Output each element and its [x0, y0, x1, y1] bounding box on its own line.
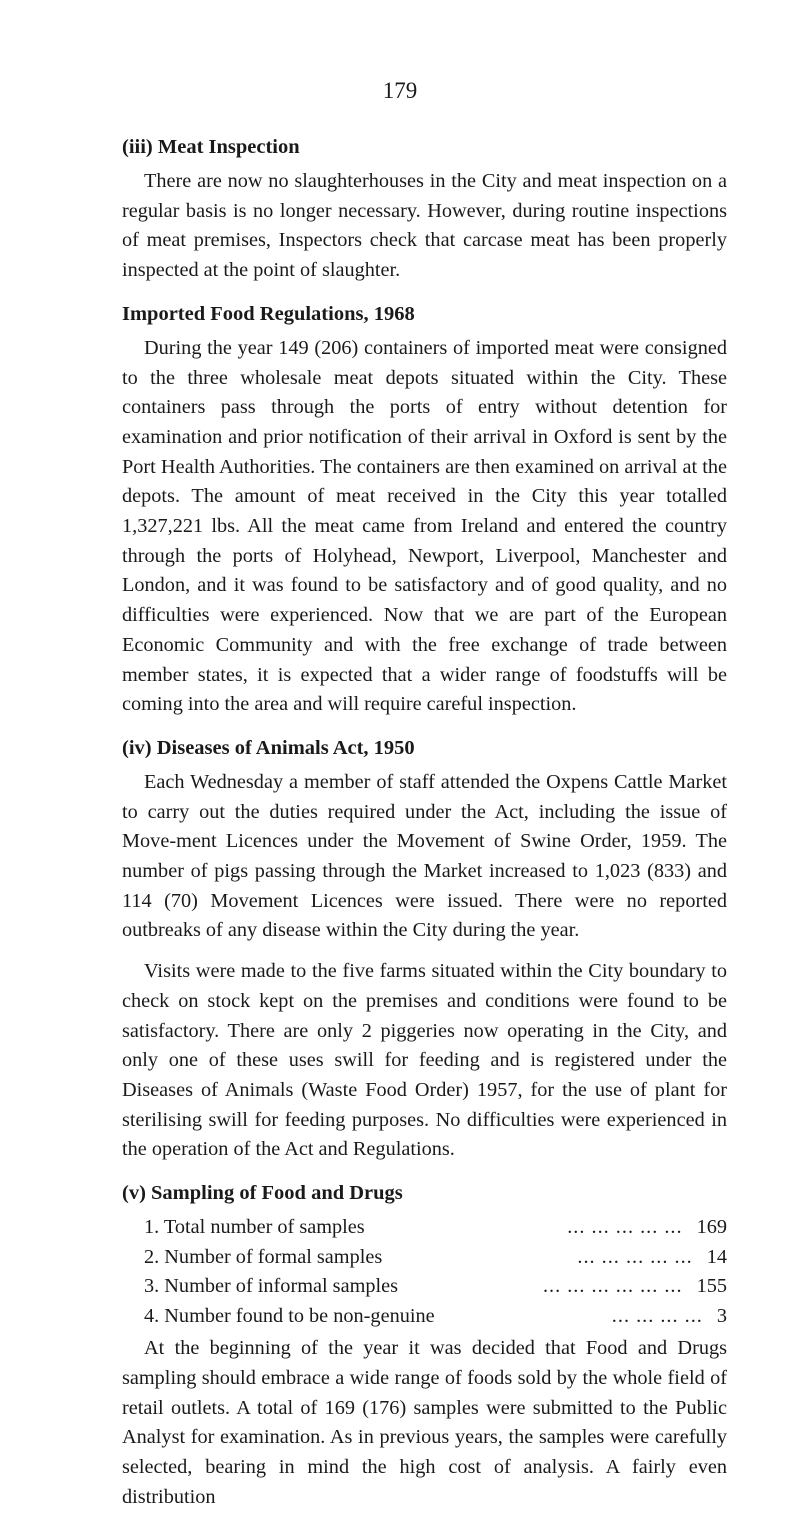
stat-label: 1. Total number of samples — [144, 1216, 365, 1239]
section-diseases-of-animals — [122, 733, 727, 1165]
paragraph: There are now no slaughterhouses in the City and meat inspection on a regular basis is no longer necessary. However, during routine inspections of meat premises, Inspectors check that carcase meat has been properly inspected at the point of slaughter. — [122, 170, 727, 282]
section-imported-food-regulations — [122, 299, 727, 720]
stat-row — [122, 1272, 727, 1302]
section-heading: Imported Food Regulations, 1968 — [122, 302, 415, 325]
stat-value: 155 — [696, 1275, 727, 1298]
section-meat-inspection — [122, 132, 727, 286]
stat-value: 169 — [696, 1216, 727, 1239]
page-number: 179 — [382, 78, 418, 103]
stat-label: 4. Number found to be non-genuine — [144, 1304, 435, 1327]
stat-label: 2. Number of formal samples — [144, 1245, 383, 1268]
leader-dots: ... ... ... ... ... — [567, 1216, 683, 1239]
document-body — [122, 132, 727, 1525]
paragraph: Visits were made to the five farms situated within the City boundary to check on stock kept on the premises and conditions were found to be satisfactory. There are only 2 piggeries now operating in the City, and only one of these uses swill for feeding and is registered under the Diseases of Animals (Waste Food Order) 1957, for the use of plant for sterilising swill for feeding purposes. No difficulties were experienced in the operation of the Act and Regulations. — [122, 960, 727, 1161]
section-heading: (iv) Diseases of Animals Act, 1950 — [122, 736, 415, 759]
paragraph: During the year 149 (206) containers of imported meat were consigned to the three wholesale meat depots situated within the City. These containers pass through the ports of entry without detention for examination and prior notification of their arrival in Oxford is sent by the Port Health Authorities. The containers are then examined on arrival at the depots. The amount of meat received in the City this year totalled 1,327,221 lbs. All the meat came from Ireland and entered the country through the ports of Holyhead, Newport, Liverpool, Manchester and London, and it was found to be satisfactory and of good quality, and no difficulties were experienced. Now that we are part of the European Economic Community and with the free exchange of trade between member states, it is expected that a wider range of foodstuffs will be coming into the area and will require careful inspection. — [122, 336, 727, 716]
section-sampling-food-drugs — [122, 1178, 727, 1512]
leader-dots: ... ... ... ... ... ... — [542, 1275, 683, 1298]
stat-row — [122, 1243, 727, 1273]
paragraph: At the beginning of the year it was decided that Food and Drugs sampling should embrace a wide range of foods sold by the whole field of retail outlets. A total of 169 (176) samples were submitted to the Public Analyst for examination. As in previous years, the samples were carefully selected, bearing in mind the high cost of analysis. A fairly even distribution — [122, 1337, 727, 1508]
stat-row — [122, 1213, 727, 1243]
paragraph: Each Wednesday a member of staff attended the Oxpens Cattle Market to carry out the duties required under the Act, including the issue of Move-ment Licences under the Movement of Swine Order, 1959. The number of pigs passing through the Market increased to 1,023 (833) and 114 (70) Movement Licences were issued. There were no reported outbreaks of any disease within the City during the year. — [122, 770, 727, 942]
leader-dots: ... ... ... ... — [611, 1304, 703, 1327]
stat-value: 14 — [706, 1245, 727, 1268]
stat-label: 3. Number of informal samples — [144, 1275, 399, 1298]
sampling-stats-list — [122, 1213, 727, 1331]
stat-value: 3 — [716, 1304, 727, 1327]
stat-row — [122, 1302, 727, 1332]
section-heading: (v) Sampling of Food and Drugs — [122, 1182, 403, 1205]
section-heading: (iii) Meat Inspection — [122, 136, 300, 158]
leader-dots: ... ... ... ... ... — [577, 1245, 693, 1268]
